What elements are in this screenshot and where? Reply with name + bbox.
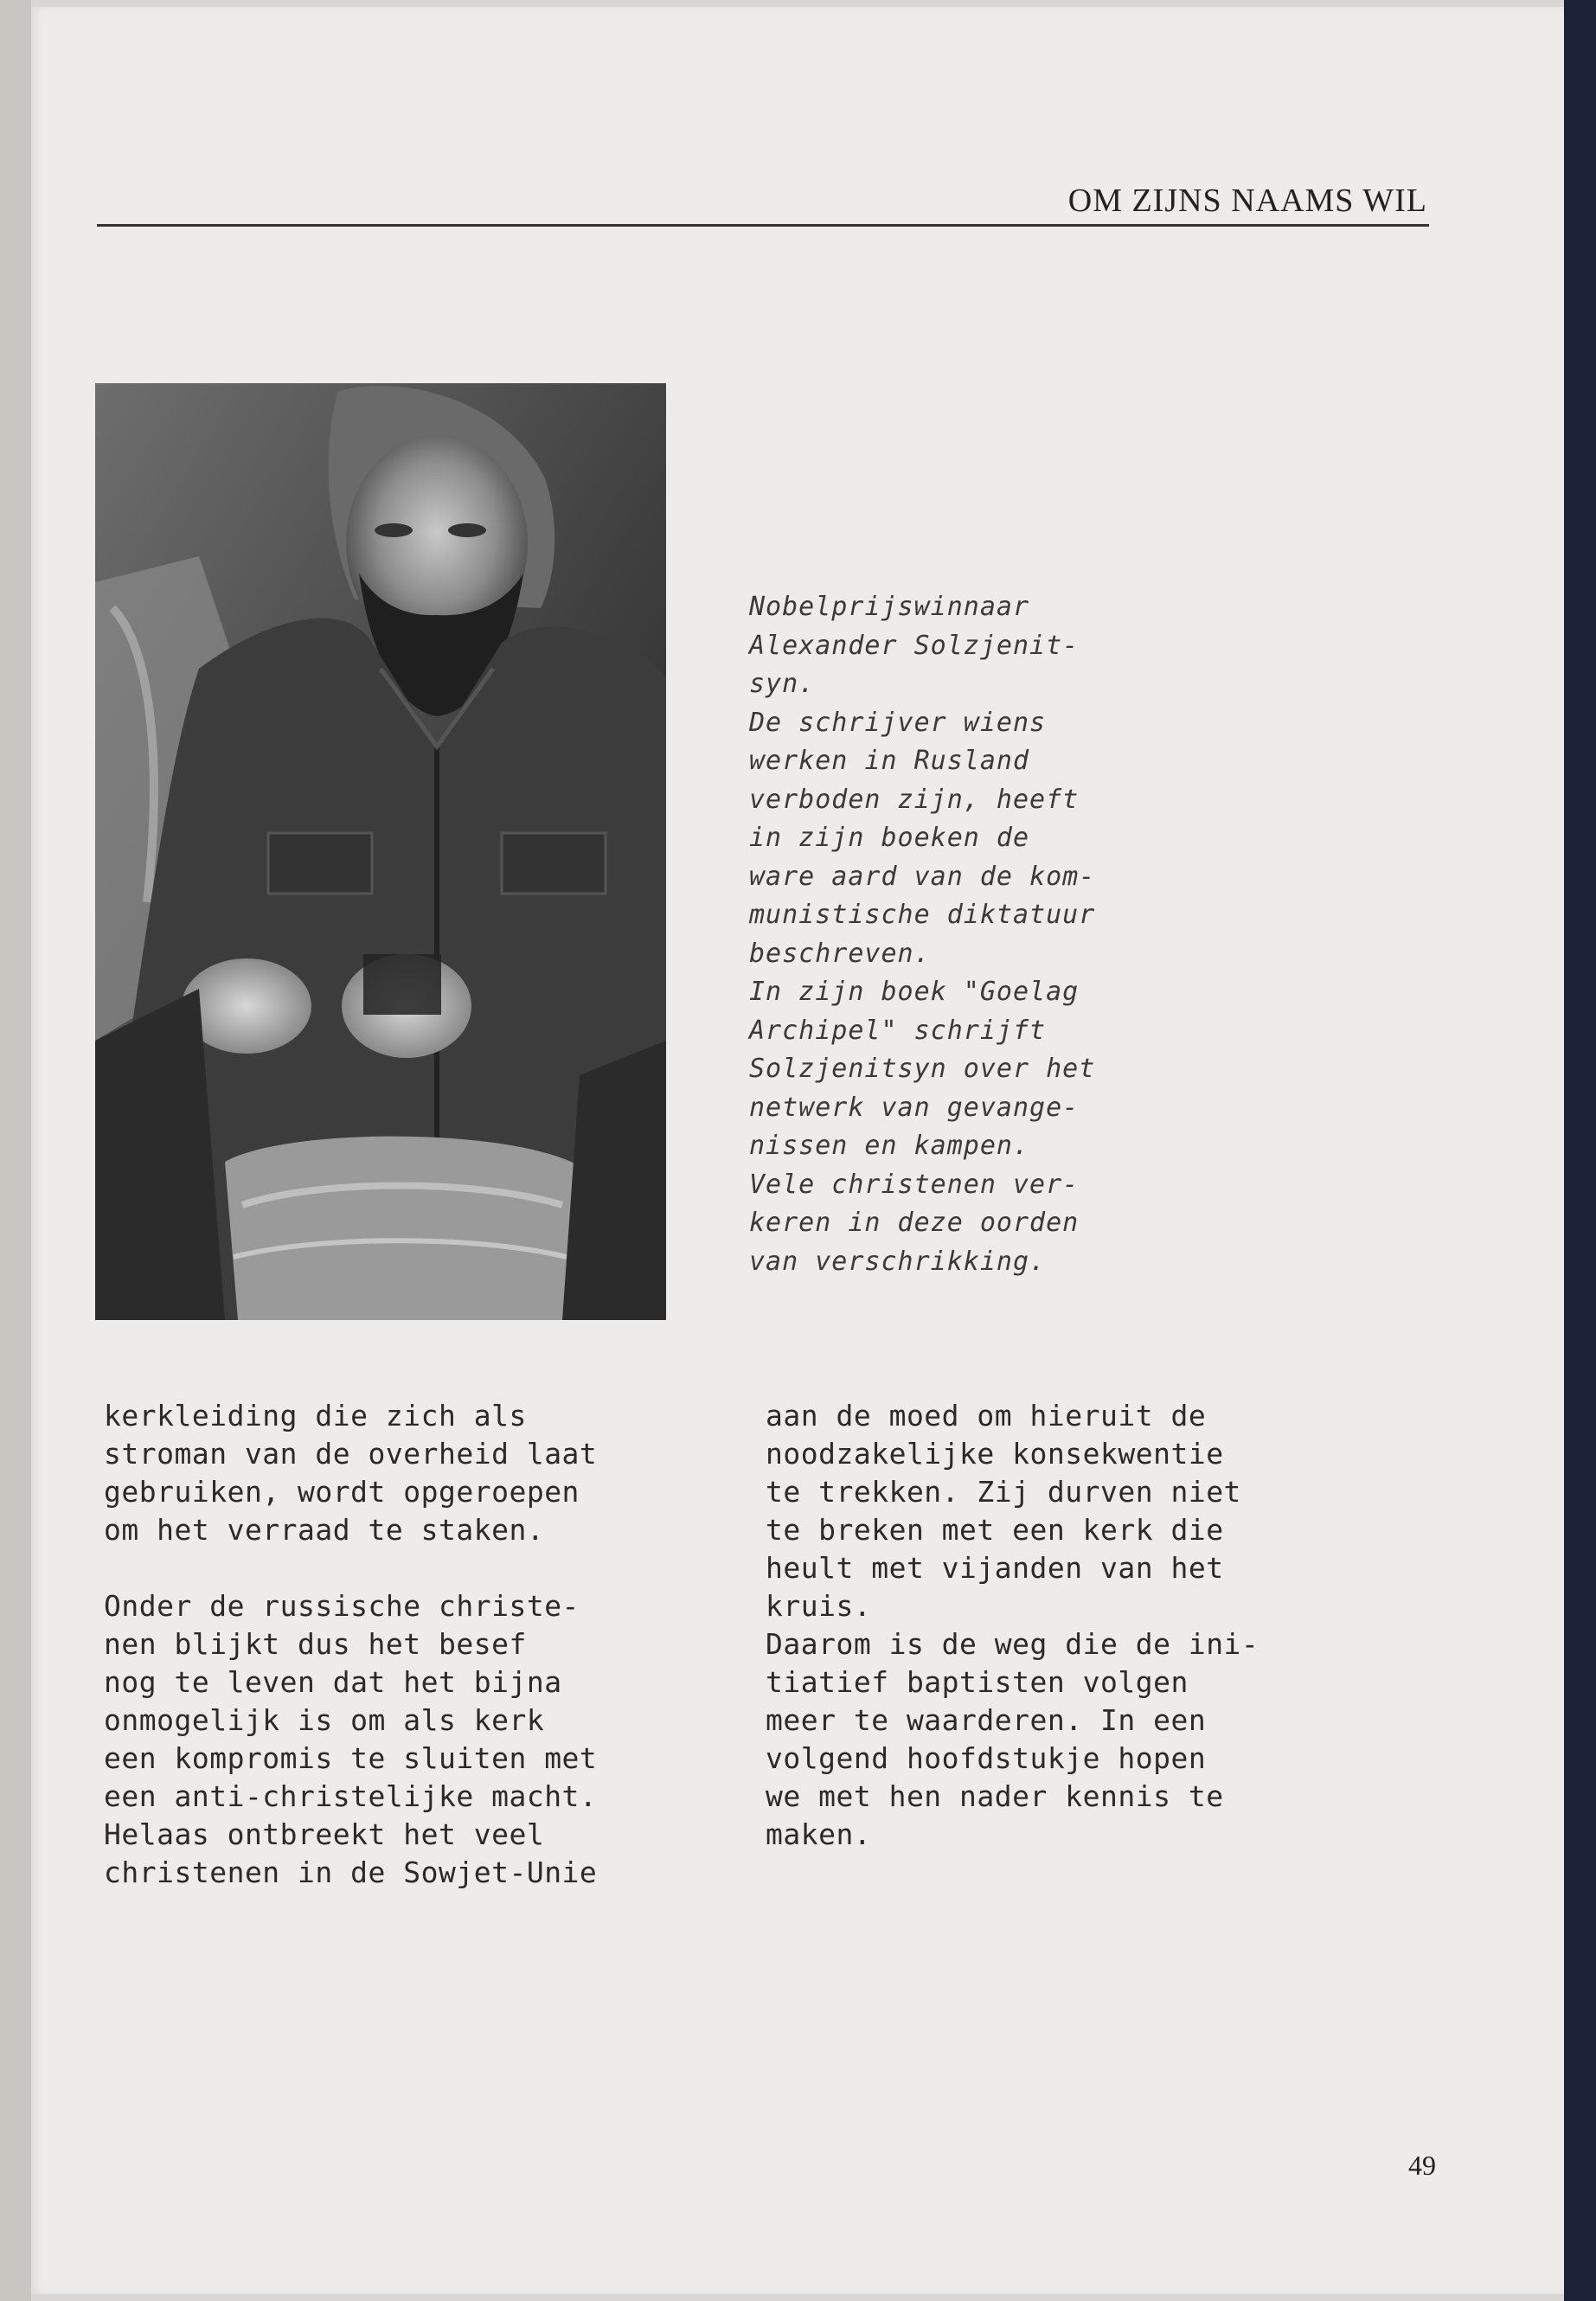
caption-line: munistische diktatuur: [749, 900, 1096, 930]
text-line: volgend hoofdstukje hopen: [766, 1741, 1207, 1775]
caption-line: syn.: [749, 669, 816, 699]
caption-line: Vele christenen ver-: [749, 1169, 1080, 1200]
paragraph-spacer: [104, 1549, 692, 1587]
caption-line: nissen en kampen.: [749, 1131, 1030, 1161]
page-number: 49: [1408, 2150, 1436, 2181]
text-line: een kompromis te sluiten met: [104, 1741, 598, 1775]
text-line: onmogelijk is om als kerk: [104, 1703, 545, 1737]
photo-caption: [749, 588, 1199, 1281]
page-right-edge: [1564, 0, 1596, 2301]
body-column-left: [104, 1397, 692, 1892]
text-line: kerkleiding die zich als: [104, 1399, 527, 1433]
body-column-right: [766, 1397, 1354, 1854]
text-line: een anti-christelijke macht.: [104, 1779, 598, 1813]
text-line: Helaas ontbreekt het veel: [104, 1817, 545, 1851]
text-line: nog te leven dat het bijna: [104, 1665, 562, 1699]
text-line: Daarom is de weg die de ini-: [766, 1627, 1259, 1661]
paragraph-1: [104, 1397, 692, 1549]
text-line: meer te waarderen. In een: [766, 1703, 1207, 1737]
text-line: tiatief baptisten volgen: [766, 1665, 1189, 1699]
text-line: nen blijkt dus het besef: [104, 1627, 527, 1661]
caption-line: Nobelprijswinnaar: [749, 592, 1030, 622]
caption-line: Alexander Solzjenit-: [749, 630, 1080, 661]
caption-line: Solzjenitsyn over het: [749, 1054, 1096, 1084]
caption-line: ware aard van de kom-: [749, 861, 1096, 892]
text-line: we met hen nader kennis te: [766, 1779, 1224, 1813]
caption-line: van verschrikking.: [749, 1246, 1047, 1277]
page-left-edge: [0, 0, 31, 2301]
caption-line: in zijn boeken de: [749, 823, 1030, 853]
caption-line: In zijn boek "Goelag: [749, 977, 1080, 1007]
text-line: gebruiken, wordt opgeroepen: [104, 1475, 580, 1509]
paragraph-2: [104, 1587, 692, 1892]
text-line: kruis.: [766, 1589, 872, 1623]
caption-line: werken in Rusland: [749, 746, 1030, 776]
caption-line: netwerk van gevange-: [749, 1092, 1080, 1123]
text-line: stroman van de overheid laat: [104, 1437, 598, 1471]
portrait-photo: [95, 383, 666, 1320]
text-line: te breken met een kerk die: [766, 1513, 1224, 1547]
text-line: aan de moed om hieruit de: [766, 1399, 1207, 1433]
text-line: heult met vijanden van het: [766, 1551, 1224, 1585]
text-line: te trekken. Zij durven niet: [766, 1475, 1241, 1509]
caption-line: Archipel" schrijft: [749, 1015, 1047, 1046]
running-head-title: OM ZIJNS NAAMS WIL: [1067, 183, 1427, 219]
caption-line: verboden zijn, heeft: [749, 784, 1080, 815]
text-line: maken.: [766, 1817, 872, 1851]
caption-line: beschreven.: [749, 938, 931, 969]
caption-line: keren in deze oorden: [749, 1208, 1080, 1238]
text-line: noodzakelijke konsekwentie: [766, 1437, 1224, 1471]
portrait-image: [95, 383, 666, 1320]
header-rule: [97, 224, 1429, 227]
text-line: christenen in de Sowjet-Unie: [104, 1856, 598, 1889]
text-line: om het verraad te staken.: [104, 1513, 545, 1547]
text-line: Onder de russische christe-: [104, 1589, 580, 1623]
caption-line: De schrijver wiens: [749, 707, 1047, 738]
